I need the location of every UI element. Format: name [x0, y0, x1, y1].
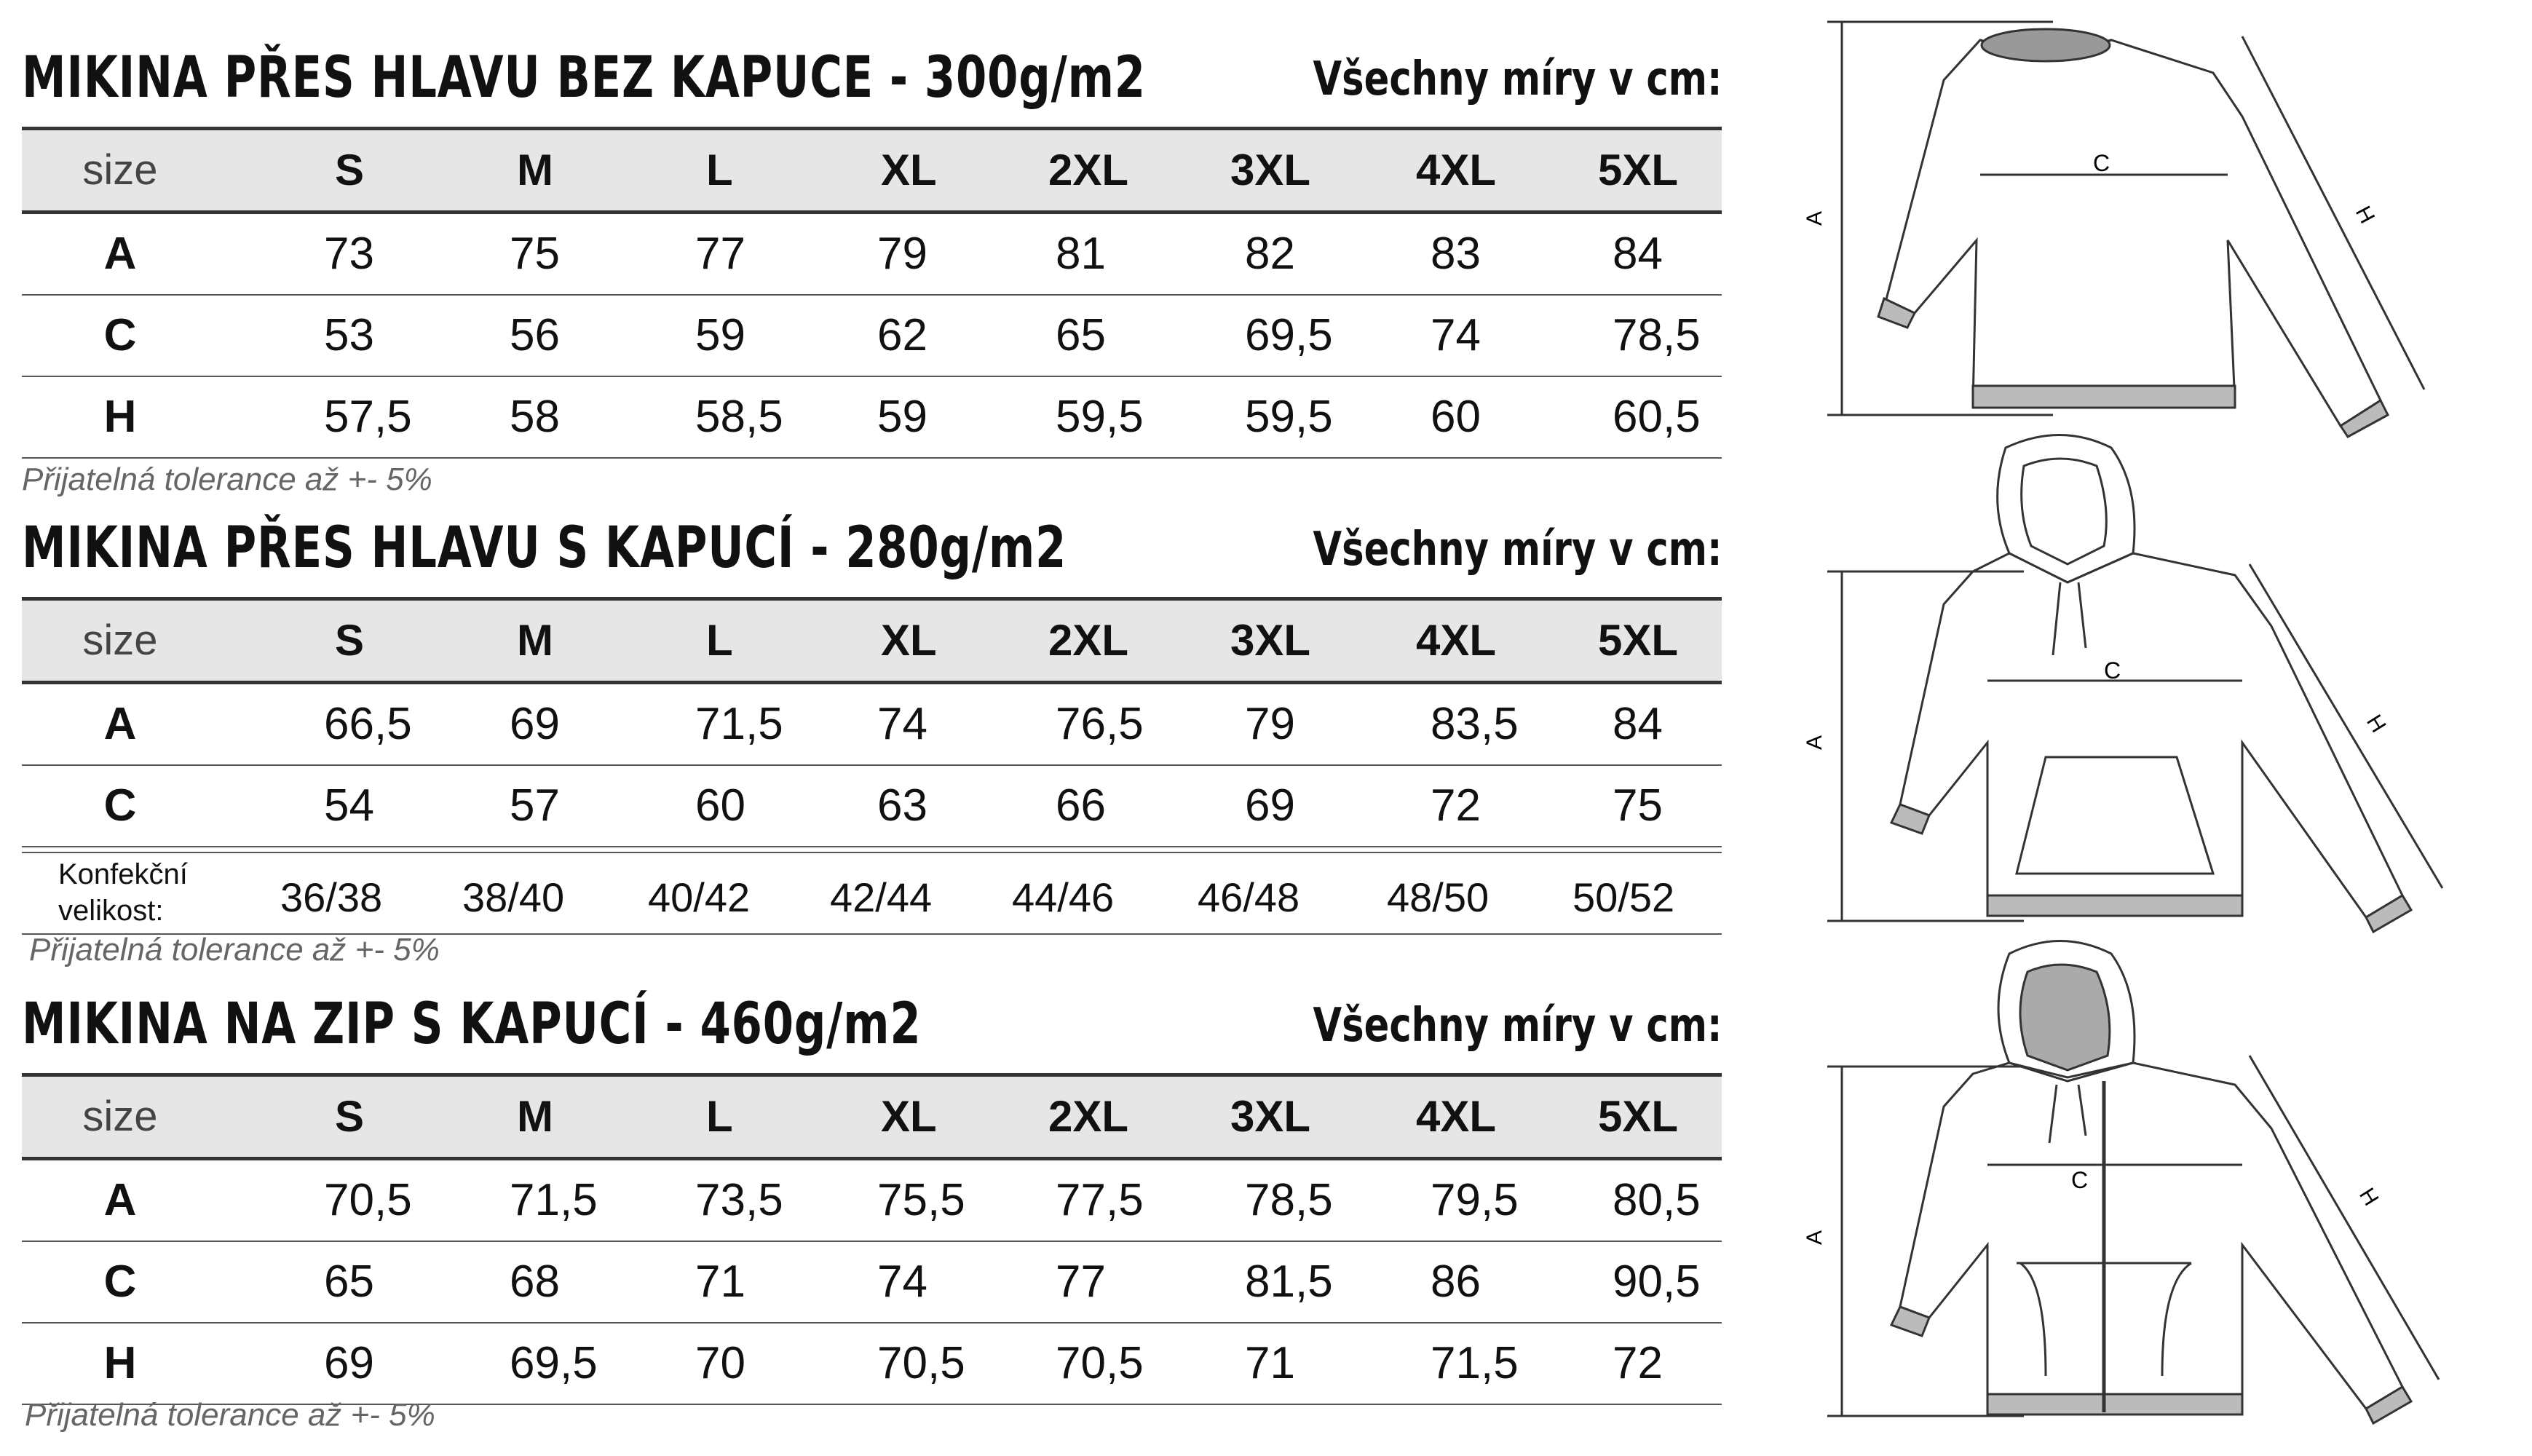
crewneck-sweatshirt-diagram — [1805, 7, 2461, 430]
size-header-4xl: 4XL — [1416, 1092, 1497, 1141]
table-cell: 66,5 — [324, 699, 412, 749]
section-header — [22, 45, 1722, 111]
table-cell: 90,5 — [1613, 1257, 1701, 1307]
row-label: A — [103, 1175, 137, 1225]
tolerance-note: Přijatelná tolerance až +- 5% — [25, 1397, 435, 1433]
units-label: Všechny míry v cm: — [1313, 999, 1722, 1053]
table-row — [22, 1160, 1722, 1241]
size-header-m: M — [517, 616, 553, 665]
table-cell: 54 — [324, 780, 374, 831]
table-cell: 56 — [510, 310, 560, 360]
table-cell: 48/50 — [1387, 874, 1489, 920]
table-cell: 59,5 — [1245, 392, 1333, 442]
table-cell: 60 — [695, 780, 745, 831]
table-cell: 84 — [1613, 699, 1663, 749]
table-cell: 44/46 — [1012, 874, 1115, 920]
table-cell: 69,5 — [1245, 310, 1333, 360]
row-label: C — [103, 310, 137, 360]
table-cell: 68 — [510, 1257, 560, 1307]
table-cell: 78,5 — [1245, 1175, 1333, 1225]
dimension-a-label: A — [1803, 1230, 1827, 1245]
table-header-row — [22, 601, 1722, 681]
dimension-h-label: H — [2354, 1184, 2383, 1211]
size-header-2xl: 2XL — [1048, 1092, 1129, 1141]
table-cell: 71,5 — [1431, 1338, 1519, 1388]
zip-hoodie-diagram — [1805, 939, 2461, 1449]
size-header-m: M — [517, 146, 553, 194]
row-label: H — [103, 1338, 137, 1388]
table-title: MIKINA NA ZIP S KAPUCÍ - 460g/m2 — [22, 992, 922, 1057]
hoodie-outline — [1900, 553, 2402, 917]
section-header — [22, 992, 1722, 1057]
table-cell: 66 — [1056, 780, 1106, 831]
size-header-4xl: 4XL — [1416, 616, 1497, 665]
table-cell: 62 — [877, 310, 927, 360]
table-cell: 69 — [324, 1338, 374, 1388]
row-label: A — [103, 229, 137, 279]
table-cell: 81,5 — [1245, 1257, 1333, 1307]
size-header-xl: XL — [881, 146, 937, 194]
size-header-3xl: 3XL — [1230, 1092, 1311, 1141]
section-header — [22, 515, 1722, 581]
table-cell: 65 — [324, 1257, 374, 1307]
table-cell: 79 — [1245, 699, 1295, 749]
table-cell: 58 — [510, 392, 560, 442]
size-column-header: size — [82, 617, 158, 664]
table-cell: 77 — [695, 229, 745, 279]
table-cell: 72 — [1613, 1338, 1663, 1388]
table-cell: 71 — [695, 1257, 745, 1307]
table-cell: 86 — [1431, 1257, 1481, 1307]
hood-outline — [1998, 435, 2135, 583]
table-title: MIKINA PŘES HLAVU BEZ KAPUCE - 300g/m2 — [22, 45, 1146, 111]
table-cell: 70,5 — [877, 1338, 965, 1388]
table-cell: 38/40 — [462, 874, 565, 920]
row-rule — [22, 457, 1722, 459]
size-header-2xl: 2XL — [1048, 616, 1129, 665]
table-cell: 50/52 — [1572, 874, 1675, 920]
table-cell: 73 — [324, 229, 374, 279]
table-row — [22, 1324, 1722, 1404]
sweatshirt-outline — [1886, 40, 2381, 426]
size-header-s: S — [335, 146, 365, 194]
table-cell: 36/38 — [280, 874, 383, 920]
table-cell: 83,5 — [1431, 699, 1519, 749]
size-column-header: size — [82, 1093, 158, 1140]
dimension-h-label: H — [2362, 711, 2391, 737]
table-row — [22, 296, 1722, 376]
table-cell: 42/44 — [830, 874, 933, 920]
table-cell: 84 — [1613, 229, 1663, 279]
table-cell: 79 — [877, 229, 927, 279]
table-cell: 53 — [324, 310, 374, 360]
table-cell: 81 — [1056, 229, 1106, 279]
row-rule — [22, 846, 1722, 847]
table-cell: 71 — [1245, 1338, 1295, 1388]
table-cell: 57,5 — [324, 392, 412, 442]
table-cell: 69 — [510, 699, 560, 749]
table-cell: 82 — [1245, 229, 1295, 279]
table-cell: 79,5 — [1431, 1175, 1519, 1225]
table-cell: 77,5 — [1056, 1175, 1144, 1225]
table-cell: 71,5 — [695, 699, 783, 749]
table-cell: 75 — [1613, 780, 1663, 831]
table-section-zip-hoodie — [22, 992, 1722, 1456]
size-header-m: M — [517, 1092, 553, 1141]
size-header-s: S — [335, 1092, 365, 1141]
table-cell: 69 — [1245, 780, 1295, 831]
size-column-header: size — [82, 146, 158, 194]
table-cell: 59,5 — [1056, 392, 1144, 442]
dimension-c-label: C — [2071, 1167, 2089, 1193]
table-cell: 63 — [877, 780, 927, 831]
table-header-row — [22, 130, 1722, 210]
size-header-3xl: 3XL — [1230, 146, 1311, 194]
units-label: Všechny míry v cm: — [1313, 523, 1722, 577]
size-header-5xl: 5XL — [1598, 146, 1679, 194]
table-header-row — [22, 1077, 1722, 1157]
table-cell: 70,5 — [1056, 1338, 1144, 1388]
table-row — [22, 214, 1722, 294]
dimension-c-label: C — [2104, 657, 2121, 684]
dimension-h-line — [2250, 1056, 2439, 1380]
table-cell: 75,5 — [877, 1175, 965, 1225]
table-cell: 76,5 — [1056, 699, 1144, 749]
table-row-konfekcni — [22, 853, 1722, 933]
konfekcni-label: Konfekční velikost: — [58, 858, 188, 927]
units-label: Všechny míry v cm: — [1313, 52, 1722, 106]
table-row — [22, 1242, 1722, 1322]
table-cell: 75 — [510, 229, 560, 279]
table-cell: 59 — [695, 310, 745, 360]
table-cell: 58,5 — [695, 392, 783, 442]
table-cell: 57 — [510, 780, 560, 831]
table-cell: 65 — [1056, 310, 1106, 360]
size-header-5xl: 5XL — [1598, 1092, 1679, 1141]
table-row — [22, 377, 1722, 457]
table-cell: 70,5 — [324, 1175, 412, 1225]
table-section-hoodie — [22, 515, 1722, 981]
table-cell: 71,5 — [510, 1175, 598, 1225]
table-cell: 59 — [877, 392, 927, 442]
dimension-h-line — [2242, 36, 2424, 389]
table-cell: 74 — [1431, 310, 1481, 360]
row-label: A — [103, 699, 137, 749]
tolerance-note: Přijatelná tolerance až +- 5% — [29, 932, 440, 968]
table-cell: 78,5 — [1613, 310, 1701, 360]
row-label: C — [103, 1257, 137, 1307]
size-header-4xl: 4XL — [1416, 146, 1497, 194]
table-cell: 74 — [877, 699, 927, 749]
table-cell: 46/48 — [1198, 874, 1300, 920]
dimension-h-line — [2250, 564, 2442, 888]
table-title: MIKINA PŘES HLAVU S KAPUCÍ - 280g/m2 — [22, 515, 1067, 581]
pocket-outline — [2017, 757, 2213, 874]
table-cell: 74 — [877, 1257, 927, 1307]
dimension-h-label: H — [2350, 202, 2380, 228]
table-row — [22, 684, 1722, 764]
size-header-xl: XL — [881, 616, 937, 665]
table-cell: 69,5 — [510, 1338, 598, 1388]
table-cell: 70 — [695, 1338, 745, 1388]
size-header-s: S — [335, 616, 365, 665]
dimension-a-label: A — [1803, 735, 1827, 750]
size-header-3xl: 3XL — [1230, 616, 1311, 665]
table-cell: 73,5 — [695, 1175, 783, 1225]
dimension-a-label: A — [1803, 210, 1827, 226]
table-cell: 77 — [1056, 1257, 1106, 1307]
table-cell: 80,5 — [1613, 1175, 1701, 1225]
dimension-c-label: C — [2093, 150, 2110, 176]
table-cell: 72 — [1431, 780, 1481, 831]
size-header-xl: XL — [881, 1092, 937, 1141]
size-header-l: L — [706, 146, 733, 194]
tolerance-note: Přijatelná tolerance až +- 5% — [22, 462, 432, 497]
zip-hoodie-outline — [1900, 1063, 2402, 1412]
table-cell: 60,5 — [1613, 392, 1701, 442]
size-header-l: L — [706, 1092, 733, 1141]
table-cell: 83 — [1431, 229, 1481, 279]
size-header-l: L — [706, 616, 733, 665]
row-label: C — [103, 780, 137, 831]
size-header-2xl: 2XL — [1048, 146, 1129, 194]
table-cell: 40/42 — [648, 874, 751, 920]
hoodie-diagram — [1805, 437, 2461, 932]
table-row — [22, 766, 1722, 846]
row-label: H — [103, 392, 137, 442]
table-section-crewneck — [22, 45, 1722, 511]
size-header-5xl: 5XL — [1598, 616, 1679, 665]
table-cell: 60 — [1431, 392, 1481, 442]
